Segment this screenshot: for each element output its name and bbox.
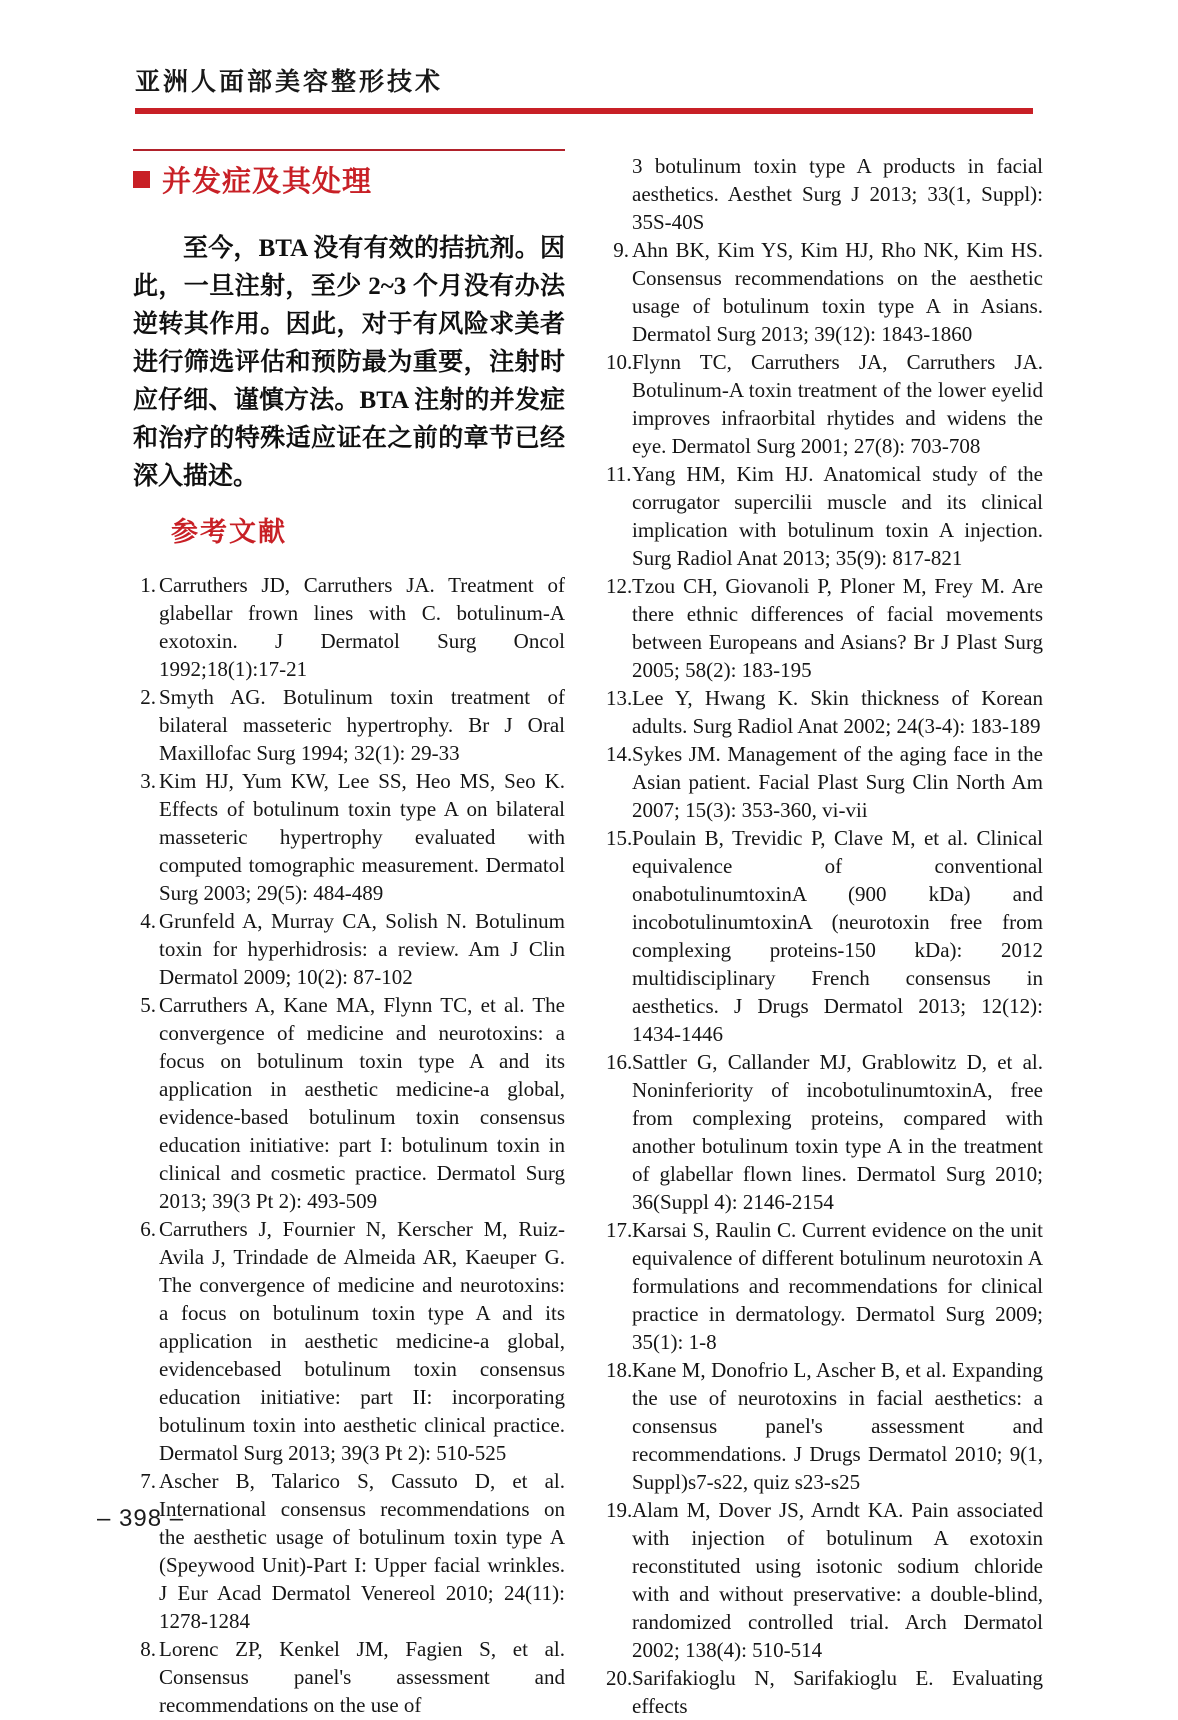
reference-number: 17.: [606, 1218, 633, 1242]
reference-number: 12.: [606, 574, 633, 598]
reference-text: Kane M, Donofrio L, Ascher B, et al. Expanding the use of neurotoxins in facial aesthetics: a consensus panel's assessment and recommendations. J Drugs Dermatol 2010; 9(1, Suppl)s7-s22, quiz s23-s25: [632, 1358, 1043, 1494]
reference-text: Ascher B, Talarico S, Cassuto D, et al. International consensus recommendations on the aesthetic usage of botulinum toxin type A (Speywood Unit)-Part I: Upper facial wrinkles. J Eur Acad Dermatol Venereol 2010; 24(11): 1278-1284: [159, 1469, 565, 1633]
reference-item: [606, 572, 1043, 684]
reference-number: 8.: [140, 1637, 156, 1661]
reference-number: 18.: [606, 1358, 633, 1382]
reference-item: [606, 824, 1043, 1048]
reference-text: Yang HM, Kim HJ. Anatomical study of the corrugator supercilii muscle and its clinical implication with botulinum toxin A injection. Surg Radiol Anat 2013; 35(9): 817-821: [632, 462, 1043, 570]
reference-text: Flynn TC, Carruthers JA, Carruthers JA. Botulinum-A toxin treatment of the lower eyelid improves infraorbital rhytides and widens the eye. Dermatol Surg 2001; 27(8): 703-708: [632, 350, 1043, 458]
reference-number: 6.: [140, 1217, 156, 1241]
reference-item: [133, 1215, 565, 1467]
references-heading: 参考文献: [171, 517, 287, 547]
reference-text: Grunfeld A, Murray CA, Solish N. Botulinum toxin for hyperhidrosis: a review. Am J Clin Dermatol 2009; 10(2): 87-102: [159, 909, 565, 989]
reference-text: Sattler G, Callander MJ, Grablowitz D, et al. Noninferiority of incobotulinumtoxinA, free from complexing proteins, compared with another botulinum toxin type A in the treatment of glabellar flown lines. Dermatol Surg 2010; 36(Suppl 4): 2146-2154: [632, 1050, 1043, 1214]
reference-text: Lee Y, Hwang K. Skin thickness of Korean adults. Surg Radiol Anat 2002; 24(3-4): 183-189: [632, 686, 1043, 738]
reference-continuation: 3 botulinum toxin type A products in facial aesthetics. Aesthet Surg J 2013; 33(1, Suppl): 35S-40S: [632, 154, 1043, 234]
reference-item: [133, 767, 565, 907]
reference-number: 4.: [140, 909, 156, 933]
reference-text: Alam M, Dover JS, Arndt KA. Pain associated with injection of botulinum A exotoxin reconstituted using isotonic sodium chloride with and without preservative: a double-blind, randomized controlled trial. Arch Dermatol 2002; 138(4): 510-514: [632, 1498, 1043, 1662]
reference-text: Karsai S, Raulin C. Current evidence on the unit equivalence of different botulinum neurotoxin A formulations and recommendations for clinical practice in dermatology. Dermatol Surg 2009; 35(1): 1-8: [632, 1218, 1043, 1354]
reference-number: 14.: [606, 742, 633, 766]
section-title: [133, 159, 565, 200]
reference-number: 3.: [140, 769, 156, 793]
reference-item: [606, 1216, 1043, 1356]
reference-text: Carruthers JD, Carruthers JA. Treatment of glabellar frown lines with C. botulinum-A exotoxin. J Dermatol Surg Oncol 1992;18(1):17-21: [159, 573, 565, 681]
reference-number: 9.: [613, 238, 629, 262]
reference-text: Sykes JM. Management of the aging face in the Asian patient. Facial Plast Surg Clin North Am 2007; 15(3): 353-360, vi-vii: [632, 742, 1043, 822]
header-rule: [135, 108, 1033, 114]
reference-text: Carruthers A, Kane MA, Flynn TC, et al. The convergence of medicine and neurotoxins: a focus on botulinum toxin type A and its application in aesthetic medicine-a global, evidence-based botulinum toxin consensus education initiative: part I: botulinum toxin in clinical and cosmetic practice. Dermatol Surg 2013; 39(3 Pt 2): 493-509: [159, 993, 565, 1213]
square-bullet-icon: [133, 171, 150, 188]
running-head: 亚洲人面部美容整形技术: [135, 68, 444, 96]
reference-item: [606, 236, 1043, 348]
reference-number: 20.: [606, 1666, 633, 1690]
section-title-text: 并发症及其处理: [162, 166, 373, 198]
reference-number: 16.: [606, 1050, 633, 1074]
reference-text: Poulain B, Trevidic P, Clave M, et al. Clinical equivalence of conventional onabotulinumtoxinA (900 kDa) and incobotulinumtoxinA (neurotoxin free from complexing proteins-150 kDa): 2012 multidisciplinary French consensus in aesthetics. J Drugs Dermatol 2013; 12(12): 1434-1446: [632, 826, 1043, 1046]
reference-text: Carruthers J, Fournier N, Kerscher M, Ruiz-Avila J, Trindade de Almeida AR, Kaeuper G. The convergence of medicine and neurotoxins: a focus on botulinum toxin type A and its application in aesthetic medicine-a global, evidencebased botulinum toxin consensus education initiative: part II: incorporating botulinum toxin into aesthetic clinical practice. Dermatol Surg 2013; 39(3 Pt 2): 510-525: [159, 1217, 565, 1465]
reference-text: Tzou CH, Giovanoli P, Ploner M, Frey M. Are there ethnic differences of facial movements between Europeans and Asians? Br J Plast Surg 2005; 58(2): 183-195: [632, 574, 1043, 682]
reference-text: Lorenc ZP, Kenkel JM, Fagien S, et al. Consensus panel's assessment and recommendations on the use of: [159, 1637, 565, 1717]
body-paragraph: 至今，BTA 没有有效的拮抗剂。因此，一旦注射，至少 2~3 个月没有办法逆转其作用。因此，对于有风险求美者进行筛选评估和预防最为重要，注射时应仔细、谨慎方法。BTA 注射的并发症和治疗的特殊适应证在之前的章节已经深入描述。: [133, 235, 565, 490]
reference-item: [606, 1356, 1043, 1496]
reference-item: [133, 571, 565, 683]
reference-number: 10.: [606, 350, 633, 374]
section-rule: [133, 149, 565, 151]
reference-item: [606, 684, 1043, 740]
reference-text: Smyth AG. Botulinum toxin treatment of bilateral masseteric hypertrophy. Br J Oral Maxillofac Surg 1994; 32(1): 29-33: [159, 685, 565, 765]
reference-item: [133, 907, 565, 991]
reference-item: [133, 1635, 565, 1719]
reference-text: Sarifakioglu N, Sarifakioglu E. Evaluating effects: [632, 1666, 1043, 1718]
reference-item: [606, 348, 1043, 460]
reference-number: 19.: [606, 1498, 633, 1522]
reference-list-right: [606, 236, 1043, 1720]
reference-number: 13.: [606, 686, 633, 710]
reference-item: [606, 1664, 1043, 1720]
reference-number: 2.: [140, 685, 156, 709]
page-number: – 398 –: [97, 1505, 185, 1532]
reference-number: 7.: [140, 1469, 156, 1493]
reference-item: [606, 740, 1043, 824]
reference-item: [606, 1496, 1043, 1664]
reference-list-left: [133, 571, 565, 1719]
left-column: [133, 149, 565, 1719]
reference-text: Kim HJ, Yum KW, Lee SS, Heo MS, Seo K. Effects of botulinum toxin type A on bilateral masseteric hypertrophy evaluated with computed tomographic measurement. Dermatol Surg 2003; 29(5): 484-489: [159, 769, 565, 905]
reference-number: 1.: [140, 573, 156, 597]
reference-text: Ahn BK, Kim YS, Kim HJ, Rho NK, Kim HS. Consensus recommendations on the aesthetic usage of botulinum toxin type A in Asians. Dermatol Surg 2013; 39(12): 1843-1860: [632, 238, 1043, 346]
reference-item: [133, 991, 565, 1215]
reference-item: [606, 1048, 1043, 1216]
right-column: [606, 152, 1043, 1720]
reference-number: 15.: [606, 826, 633, 850]
reference-item: [606, 460, 1043, 572]
reference-item: [133, 683, 565, 767]
reference-number: 5.: [140, 993, 156, 1017]
reference-item: [133, 1467, 565, 1635]
reference-number: 11.: [606, 462, 632, 486]
